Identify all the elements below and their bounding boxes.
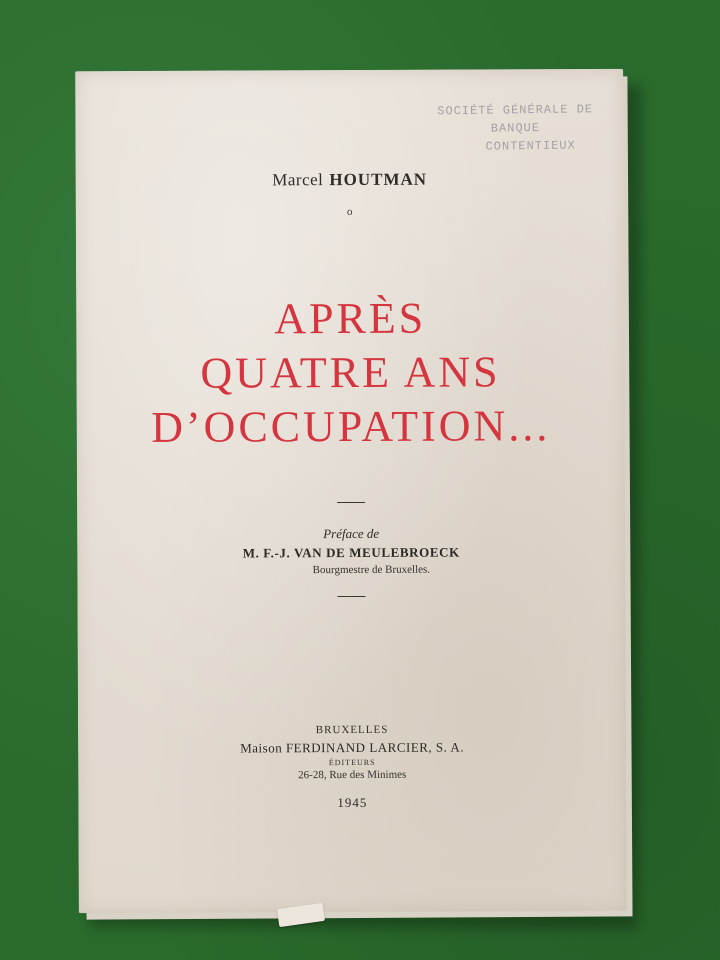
rule-above-preface <box>337 502 365 503</box>
stamp-line-1: SOCIÉTÉ GÉNÉRALE DE BANQUE <box>437 102 594 136</box>
stamp-line-2: CONTENTIEUX <box>485 138 576 154</box>
preface-author-name: M. F.-J. VAN DE MEULEBROECK <box>242 544 460 561</box>
rule-below-preface <box>337 596 365 597</box>
author-ornament: o <box>347 205 353 219</box>
imprint-year: 1945 <box>337 794 368 811</box>
author-first-name: Marcel <box>272 170 324 190</box>
imprint-publisher-role: ÉDITEURS <box>328 757 376 768</box>
imprint-address: 26-28, Rue des Minimes <box>298 768 407 782</box>
title-line-3: D’OCCUPATION... <box>151 401 551 452</box>
author-name <box>76 169 624 191</box>
imprint-city: BRUXELLES <box>315 723 389 737</box>
preface-author-role: Bourgmestre de Bruxelles. <box>312 563 431 577</box>
book-title <box>76 291 625 455</box>
book-cover <box>75 69 627 913</box>
title-line-1: APRÈS <box>274 293 427 344</box>
preface-label: Préface de <box>323 525 380 542</box>
author-last-name: HOUTMAN <box>329 169 428 190</box>
imprint-publisher: Maison FERDINAND LARCIER, S. A. <box>240 739 465 756</box>
library-stamp <box>415 100 616 157</box>
title-line-2: QUATRE ANS <box>200 347 501 398</box>
